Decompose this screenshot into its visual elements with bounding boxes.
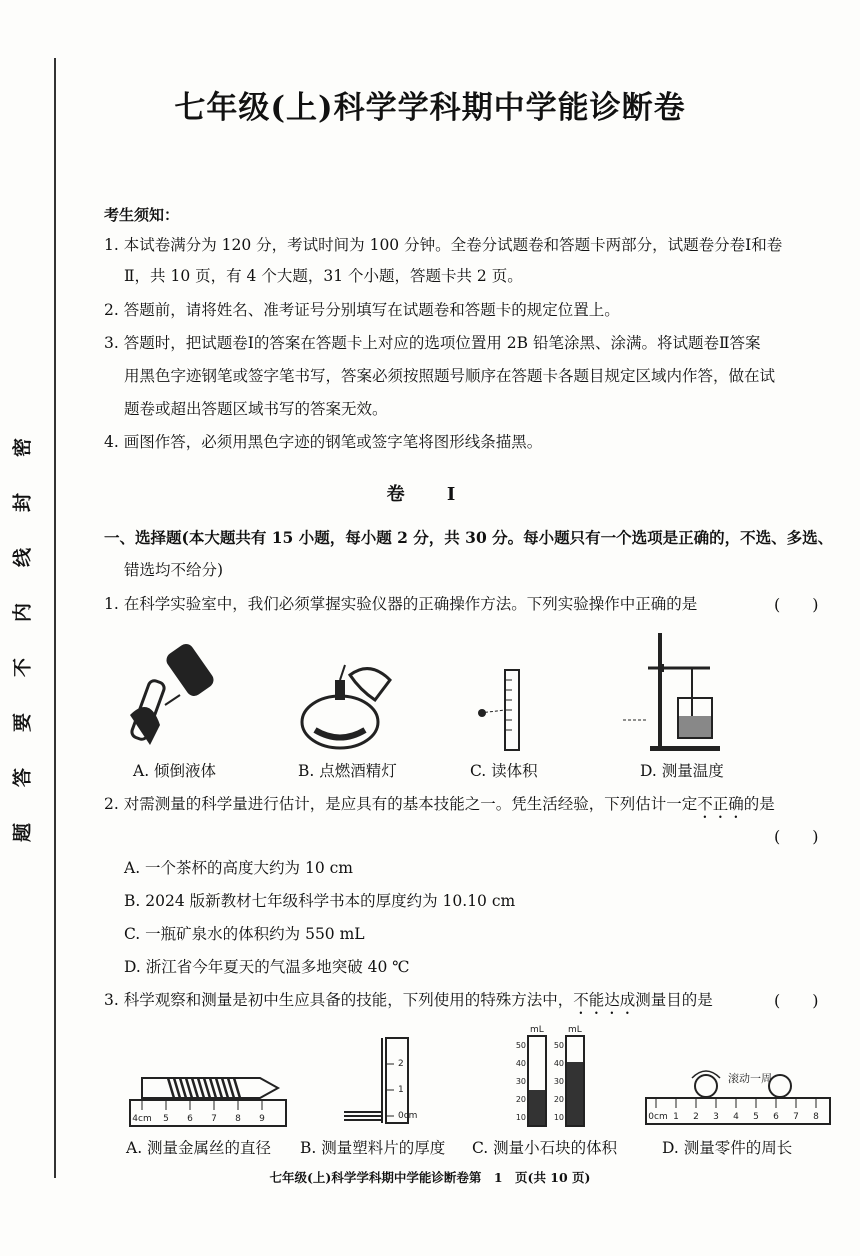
question-2-stem <box>104 794 775 822</box>
q1-option-b: B. 点燃酒精灯 <box>298 762 397 780</box>
fig-b-tick: 2 <box>398 1059 404 1069</box>
question-3-stem <box>104 990 713 1018</box>
fig-c-tick: 50 <box>515 1041 526 1050</box>
fig-b-tick: 1 <box>398 1085 404 1095</box>
pour-liquid-figure <box>120 625 230 755</box>
answer-blank: ( ) <box>774 991 819 1010</box>
question-1-stem: 1. 在科学实验室中，我们必须掌握实验仪器的正确操作方法。下列实验操作中正确的是 <box>104 595 698 613</box>
plastic-thickness-figure <box>338 1030 428 1125</box>
seal-char: 题 <box>11 823 34 843</box>
seal-char: 封 <box>11 493 34 513</box>
fig-c-tick: 20 <box>515 1095 526 1104</box>
fig-a-tick: 8 <box>235 1114 241 1124</box>
fig-c-tick: 10 <box>515 1113 526 1122</box>
fig-d-tick: 1 <box>673 1112 679 1122</box>
q2-stem-emphasis: 不正确 <box>697 795 744 813</box>
notice-line: 4. 画图作答，必须用黑色字迹的钢笔或签字笔将图形线条描黑。 <box>104 433 543 451</box>
alcohol-lamp-figure <box>295 660 405 755</box>
fig-d-tick: 0cm <box>648 1112 668 1122</box>
q2-option-a: A. 一个茶杯的高度大约为 10 cm <box>124 859 354 877</box>
fig-c-tick: 40 <box>553 1059 564 1068</box>
notice-line: 用黑色字迹钢笔或签字笔书写，答案必须按照题号顺序在答题卡各题目规定区域内作答，做在试 <box>124 367 776 385</box>
q3-option-a: A. 测量金属丝的直径 <box>126 1139 272 1157</box>
q2-option-b: B. 2024 版新教材七年级科学书本的厚度约为 10.10 cm <box>124 892 516 910</box>
section-label: 卷 Ⅰ <box>386 484 474 505</box>
page-footer: 七年级(上)科学学科期中学能诊断卷第 1 页(共 10 页) <box>269 1170 591 1185</box>
answer-blank: ( ) <box>774 827 819 846</box>
fig-d-tick: 4 <box>733 1112 739 1122</box>
fig-a-tick: 6 <box>187 1114 193 1124</box>
stone-volume-figure <box>508 1020 598 1130</box>
q2-stem-before: 2. 对需测量的科学量进行估计，是应具有的基本技能之一。凭生活经验，下列估计一定 <box>104 795 698 813</box>
q1-option-c: C. 读体积 <box>470 762 538 780</box>
seal-char: 要 <box>11 713 34 733</box>
seal-char: 线 <box>11 548 34 568</box>
fig-a-tick: 5 <box>163 1114 169 1124</box>
seal-char: 不 <box>11 658 34 678</box>
q2-option-c: C. 一瓶矿泉水的体积约为 550 mL <box>124 925 365 943</box>
notice-heading: 考生须知： <box>104 206 180 224</box>
seal-char: 内 <box>11 603 34 623</box>
part-one-heading-cont: 错选均不给分) <box>124 561 224 579</box>
q2-option-d: D. 浙江省今年夏天的气温多地突破 40 ℃ <box>124 958 410 976</box>
fig-a-tick: 4cm <box>132 1114 152 1124</box>
fig-c-unit: mL <box>530 1025 544 1035</box>
q3-option-b: B. 测量塑料片的厚度 <box>300 1139 446 1157</box>
fig-c-tick: 30 <box>515 1077 526 1086</box>
notice-line: 2. 答题前，请将姓名、准考证号分别填写在试题卷和答题卡的规定位置上。 <box>104 301 620 319</box>
seal-char: 密 <box>11 438 34 458</box>
fig-d-tick: 2 <box>693 1112 699 1122</box>
fig-c-tick: 50 <box>553 1041 564 1050</box>
q1-option-d: D. 测量温度 <box>640 762 724 780</box>
part-one-heading: 一、选择题(本大题共有 15 小题，每小题 2 分，共 30 分。每小题只有一个选项是正确的，不选、多选、 <box>104 528 834 547</box>
fig-d-tick: 3 <box>713 1112 719 1122</box>
q1-option-a: A. 倾倒液体 <box>133 762 217 780</box>
fig-c-tick: 30 <box>553 1077 564 1086</box>
fig-d-tick: 6 <box>773 1112 779 1122</box>
fig-d-tick: 5 <box>753 1112 759 1122</box>
wire-diameter-figure <box>128 1070 290 1128</box>
q3-option-c: C. 测量小石块的体积 <box>472 1139 618 1157</box>
fig-d-tick: 7 <box>793 1112 799 1122</box>
fig-a-tick: 9 <box>259 1114 265 1124</box>
fig-c-tick: 10 <box>553 1113 564 1122</box>
fig-c-tick: 20 <box>553 1095 564 1104</box>
answer-blank: ( ) <box>774 595 819 614</box>
measure-temperature-figure <box>618 628 728 753</box>
notice-line: 1. 本试卷满分为 120 分，考试时间为 100 分钟。全卷分试题卷和答题卡两部分，试题卷分卷Ⅰ和卷 <box>104 236 783 254</box>
q3-stem-emphasis: 不能达成 <box>573 991 636 1009</box>
q2-stem-after: 的是 <box>743 795 775 813</box>
exam-title: 七年级(上)科学学科期中学能诊断卷 <box>174 90 686 126</box>
fig-c-unit: mL <box>568 1025 582 1035</box>
q3-option-d: D. 测量零件的周长 <box>662 1139 793 1157</box>
notice-line: 3. 答题时，把试题卷Ⅰ的答案在答题卡上对应的选项位置用 2B 铅笔涂黑、涂满。将试题卷Ⅱ答案 <box>104 334 761 352</box>
q3-stem-after: 测量目的是 <box>635 991 713 1009</box>
notice-line: 题卷或超出答题区域书写的答案无效。 <box>124 400 388 418</box>
fig-c-tick: 40 <box>515 1059 526 1068</box>
fig-d-tick: 8 <box>813 1112 819 1122</box>
fig-a-tick: 7 <box>211 1114 217 1124</box>
q3-stem-before: 3. 科学观察和测量是初中生应具备的技能，下列使用的特殊方法中， <box>104 991 574 1009</box>
fig-b-tick: 0cm <box>398 1111 418 1121</box>
part-perimeter-figure <box>644 1066 834 1128</box>
graduated-cylinder-figure <box>470 665 530 755</box>
fig-d-label: 滚动一周 <box>728 1072 772 1085</box>
notice-line: Ⅱ，共 10 页，有 4 个大题，31 个小题，答题卡共 2 页。 <box>124 267 523 285</box>
seal-char: 答 <box>11 768 34 788</box>
